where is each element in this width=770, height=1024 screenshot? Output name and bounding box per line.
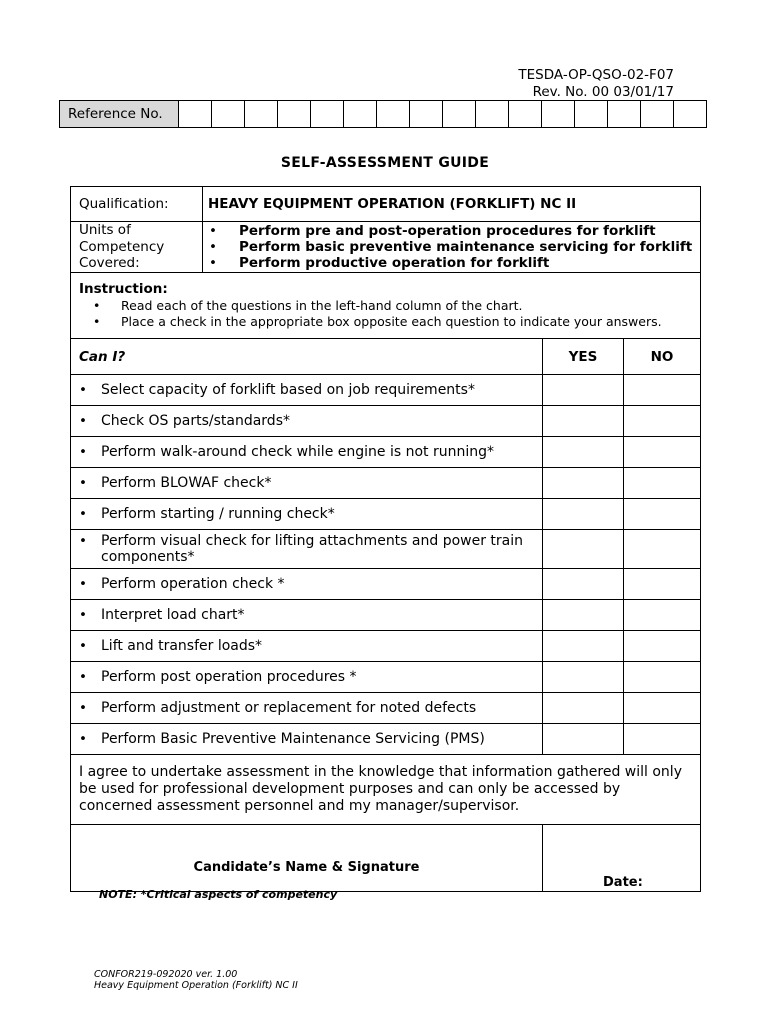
no-checkbox[interactable] xyxy=(624,530,701,569)
reference-digit-box[interactable] xyxy=(674,101,707,128)
instruction-heading: Instruction: xyxy=(79,281,168,297)
list-item: • Perform productive operation for forklift xyxy=(203,255,700,271)
table-row xyxy=(71,693,701,724)
bullet-icon: • xyxy=(79,669,87,685)
question-text: Perform starting / running check* xyxy=(101,506,335,522)
list-item: • Place a check in the appropriate box opposite each question to indicate your answers. xyxy=(79,314,700,330)
question-cell xyxy=(71,693,543,724)
question-cell xyxy=(71,631,543,662)
list-item: • Perform basic preventive maintenance servicing for forklift xyxy=(203,239,700,255)
yes-checkbox[interactable] xyxy=(543,600,624,631)
units-list xyxy=(203,222,701,273)
bullet-icon: • xyxy=(209,255,217,271)
yes-checkbox[interactable] xyxy=(543,406,624,437)
reference-digit-box[interactable] xyxy=(608,101,641,128)
no-checkbox[interactable] xyxy=(624,600,701,631)
form-code: TESDA-OP-QSO-02-F07 xyxy=(518,67,674,83)
table-row xyxy=(71,600,701,631)
bullet-icon: • xyxy=(79,506,87,522)
table-row xyxy=(71,724,701,755)
question-text: Perform BLOWAF check* xyxy=(101,475,272,491)
question-text: Perform walk-around check while engine is not running* xyxy=(101,444,494,460)
question-text: Select capacity of forklift based on job requirements* xyxy=(101,382,475,398)
footer-version: CONFOR219-092020 ver. 1.00 xyxy=(94,969,238,980)
bullet-icon: • xyxy=(79,413,87,429)
no-checkbox[interactable] xyxy=(624,499,701,530)
bullet-icon: • xyxy=(209,223,217,239)
no-checkbox[interactable] xyxy=(624,693,701,724)
yes-checkbox[interactable] xyxy=(543,530,624,569)
units-label: Units of Competency Covered: xyxy=(71,222,203,273)
yes-checkbox[interactable] xyxy=(543,468,624,499)
no-checkbox[interactable] xyxy=(624,569,701,600)
bullet-icon: • xyxy=(79,607,87,623)
table-row xyxy=(71,468,701,499)
table-row xyxy=(71,406,701,437)
bullet-icon: • xyxy=(79,700,87,716)
reference-digit-box[interactable] xyxy=(542,101,575,128)
yes-checkbox[interactable] xyxy=(543,375,624,406)
reference-label: Reference No. xyxy=(60,101,179,128)
footer-title: Heavy Equipment Operation (Forklift) NC II xyxy=(94,980,298,991)
reference-digit-box[interactable] xyxy=(278,101,311,128)
question-cell xyxy=(71,406,543,437)
list-item: • Read each of the questions in the left-hand column of the chart. xyxy=(79,298,700,314)
table-row xyxy=(71,499,701,530)
question-text: Lift and transfer loads* xyxy=(101,638,263,654)
bullet-icon: • xyxy=(79,475,87,491)
page-title: SELF-ASSESSMENT GUIDE xyxy=(280,155,490,171)
yes-checkbox[interactable] xyxy=(543,569,624,600)
reference-digit-box[interactable] xyxy=(344,101,377,128)
critical-note: NOTE: *Critical aspects of competency xyxy=(99,888,338,901)
question-text: Perform operation check * xyxy=(101,576,285,592)
no-checkbox[interactable] xyxy=(624,631,701,662)
question-cell xyxy=(71,499,543,530)
reference-digit-box[interactable] xyxy=(212,101,245,128)
can-i-header: Can I? xyxy=(71,339,543,375)
table-row xyxy=(71,437,701,468)
question-cell xyxy=(71,724,543,755)
assessment-table xyxy=(70,186,701,892)
no-checkbox[interactable] xyxy=(624,724,701,755)
yes-checkbox[interactable] xyxy=(543,499,624,530)
yes-checkbox[interactable] xyxy=(543,437,624,468)
table-row xyxy=(71,530,701,569)
agreement-text: I agree to undertake assessment in the knowledge that information gathered will only be used for professional development purposes and can only be accessed by concerned assessment personnel and my manager/supervisor. xyxy=(71,755,701,825)
instruction-section xyxy=(71,273,701,339)
question-cell xyxy=(71,468,543,499)
qualification-value: HEAVY EQUIPMENT OPERATION (FORKLIFT) NC II xyxy=(203,187,701,222)
list-item: • Perform pre and post-operation procedures for forklift xyxy=(203,223,700,239)
bullet-icon: • xyxy=(79,638,87,654)
bullet-icon: • xyxy=(79,382,87,398)
reference-digit-box[interactable] xyxy=(311,101,344,128)
reference-digit-box[interactable] xyxy=(179,101,212,128)
bullet-icon: • xyxy=(93,314,101,329)
yes-checkbox[interactable] xyxy=(543,662,624,693)
yes-header: YES xyxy=(543,339,624,375)
reference-digit-box[interactable] xyxy=(476,101,509,128)
no-checkbox[interactable] xyxy=(624,662,701,693)
qualification-label: Qualification: xyxy=(71,187,203,222)
question-text: Perform post operation procedures * xyxy=(101,669,357,685)
reference-digit-box[interactable] xyxy=(377,101,410,128)
bullet-icon: • xyxy=(209,239,217,255)
no-checkbox[interactable] xyxy=(624,406,701,437)
candidate-name-signature[interactable]: Candidate’s Name & Signature xyxy=(71,825,543,892)
reference-digit-box[interactable] xyxy=(575,101,608,128)
question-cell xyxy=(71,569,543,600)
question-cell xyxy=(71,530,543,569)
reference-digit-box[interactable] xyxy=(443,101,476,128)
question-cell xyxy=(71,600,543,631)
revision-number: Rev. No. 00 03/01/17 xyxy=(532,84,674,100)
reference-digit-box[interactable] xyxy=(641,101,674,128)
question-text: Perform adjustment or replacement for noted defects xyxy=(101,700,477,716)
bullet-icon: • xyxy=(79,576,87,592)
reference-digit-box[interactable] xyxy=(410,101,443,128)
question-text: Interpret load chart* xyxy=(101,607,245,623)
table-row xyxy=(71,375,701,406)
no-checkbox[interactable] xyxy=(624,437,701,468)
table-row xyxy=(71,631,701,662)
question-cell xyxy=(71,437,543,468)
reference-digit-box[interactable] xyxy=(509,101,542,128)
question-text: Check OS parts/standards* xyxy=(101,413,290,429)
yes-checkbox[interactable] xyxy=(543,631,624,662)
bullet-icon: • xyxy=(93,298,101,313)
yes-checkbox[interactable] xyxy=(543,693,624,724)
no-checkbox[interactable] xyxy=(624,468,701,499)
table-row xyxy=(71,569,701,600)
bullet-icon: • xyxy=(79,444,87,460)
date-field[interactable]: Date: xyxy=(543,825,701,892)
reference-digit-box[interactable] xyxy=(245,101,278,128)
question-text: Perform Basic Preventive Maintenance Servicing (PMS) xyxy=(101,731,485,747)
bullet-icon: • xyxy=(79,731,87,747)
table-row xyxy=(71,662,701,693)
bullet-icon: • xyxy=(79,533,87,549)
yes-checkbox[interactable] xyxy=(543,724,624,755)
no-header: NO xyxy=(624,339,701,375)
question-cell xyxy=(71,662,543,693)
no-checkbox[interactable] xyxy=(624,375,701,406)
question-cell xyxy=(71,375,543,406)
question-text: Perform visual check for lifting attachments and power train components* xyxy=(101,533,524,565)
reference-number-table xyxy=(59,100,707,128)
